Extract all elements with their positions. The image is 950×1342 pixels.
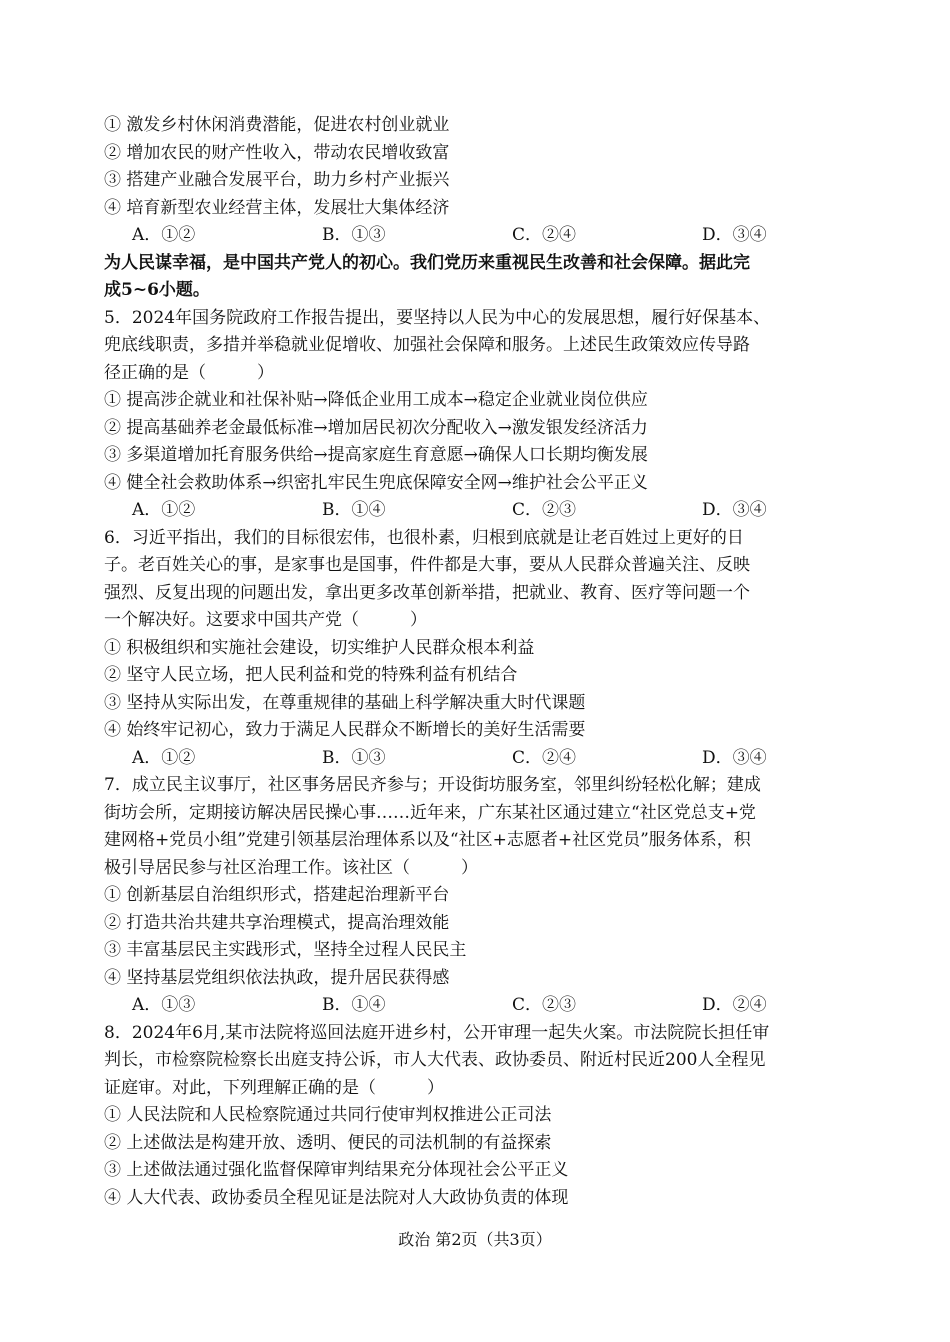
q6-stem-4: 一个解决好。这要求中国共产党（ ） [104, 610, 427, 630]
intro-line-2: 成5~6小题。 [104, 280, 210, 300]
q7-item-1: ① 创新基层自治组织形式，搭建起治理新平台 [104, 885, 450, 905]
q6-option-d: D．③④ [702, 747, 767, 768]
q8-item-3: ③ 上述做法通过强化监督保障审判结果充分体现社会公平正义 [104, 1160, 569, 1180]
q7-item-3: ③ 丰富基层民主实践形式，坚持全过程人民民主 [104, 940, 467, 960]
q7-option-b: B．①④ [322, 995, 386, 1015]
q4-option-b: B．①③ [322, 225, 386, 245]
q8-stem-1: 8．2024年6月,某市法院将巡回法庭开进乡村，公开审理一起失火案。市法院院长担任审 [104, 1022, 770, 1043]
q5-stem-3: 径正确的是（ ） [104, 362, 274, 383]
q4-item-2: ② 增加农民的财产性收入，带动农民增收致富 [104, 142, 450, 163]
q5-option-a: A．①② [132, 500, 196, 520]
q8-item-2: ② 上述做法是构建开放、透明、便民的司法机制的有益探索 [104, 1132, 552, 1153]
q7-option-c: C．②③ [512, 995, 577, 1015]
q6-option-c: C．②④ [512, 747, 577, 768]
q4-item-4: ④ 培育新型农业经营主体，发展壮大集体经济 [104, 197, 450, 218]
q4-continuation [104, 112, 854, 250]
q6-item-1: ① 积极组织和实施社会建设，切实维护人民群众根本利益 [104, 637, 535, 658]
q4-options [104, 222, 854, 250]
q6-item-4: ④ 始终牢记初心，致力于满足人民群众不断增长的美好生活需要 [104, 720, 586, 740]
intro-line-1: 为人民谋幸福，是中国共产党人的初心。我们党历来重视民生改善和社会保障。据此完 [104, 252, 750, 273]
question-5 [104, 305, 854, 525]
q5-item-2: ② 提高基础养老金最低标准→增加居民初次分配收入→激发银发经济活力 [104, 417, 648, 438]
q4-item-3: ③ 搭建产业融合发展平台，助力乡村产业振兴 [104, 170, 450, 190]
q7-option-a: A．①③ [132, 995, 196, 1015]
q8-item-4: ④ 人大代表、政协委员全程见证是法院对人大政协负责的体现 [104, 1187, 569, 1208]
q6-item-2: ② 坚守人民立场，把人民利益和党的特殊利益有机结合 [104, 665, 518, 685]
q5-option-c: C．②③ [512, 500, 577, 520]
q7-stem-1: 7．成立民主议事厅，社区事务居民齐参与；开设街坊服务室，邻里纠纷轻松化解；建成 [104, 775, 761, 795]
q5-stem-1: 5．2024年国务院政府工作报告提出，要坚持以人民为中心的发展思想，履行好保基本、 [104, 307, 771, 328]
question-7 [104, 772, 854, 1020]
q7-item-2: ② 打造共治共建共享治理模式，提高治理效能 [104, 912, 450, 933]
exam-page-body [104, 112, 854, 1212]
q5-option-b: B．①④ [322, 500, 386, 520]
q6-options [104, 745, 854, 773]
question-8 [104, 1020, 854, 1213]
q8-stem-3: 证庭审。对此，下列理解正确的是（ ） [104, 1077, 444, 1098]
q7-option-d: D．②④ [702, 995, 767, 1015]
q7-stem-3: 建网格+党员小组”党建引领基层治理体系以及“社区+志愿者+社区党员”服务体系，积 [104, 830, 751, 850]
q5-item-3: ③ 多渠道增加托育服务供给→提高家庭生育意愿→确保人口长期均衡发展 [104, 445, 648, 465]
page-footer: 政治 第2页（共3页） [398, 1230, 552, 1249]
q6-stem-1: 6．习近平指出，我们的目标很宏伟，也很朴素，归根到底就是让老百姓过上更好的日 [104, 527, 744, 548]
q5-options [104, 497, 854, 525]
q7-stem-4: 极引导居民参与社区治理工作。该社区（ ） [104, 857, 478, 878]
q6-option-a: A．①② [132, 747, 196, 768]
q4-item-1: ① 激发乡村休闲消费潜能，促进农村创业就业 [104, 115, 450, 135]
q6-option-b: B．①③ [322, 747, 386, 768]
q7-item-4: ④ 坚持基层党组织依法执政，提升居民获得感 [104, 967, 450, 988]
q6-stem-3: 强烈、反复出现的问题出发，拿出更多改革创新举措，把就业、教育、医疗等问题一个 [104, 582, 750, 603]
q4-option-d: D．③④ [702, 225, 767, 245]
q5-item-4: ④ 健全社会救助体系→织密扎牢民生兜底保障安全网→维护社会公平正义 [104, 472, 648, 493]
q6-stem-2: 子。老百姓关心的事，是家事也是国事，件件都是大事，要从人民群众普遍关注、反映 [104, 555, 750, 575]
q5-item-1: ① 提高涉企就业和社保补贴→降低企业用工成本→稳定企业就业岗位供应 [104, 390, 648, 410]
q8-item-1: ① 人民法院和人民检察院通过共同行使审判权推进公正司法 [104, 1105, 552, 1125]
question-6 [104, 525, 854, 773]
q7-stem-2: 街坊会所，定期接访解决居民操心事……近年来，广东某社区通过建立“社区党总支+党 [104, 802, 756, 823]
q5-stem-2: 兜底线职责，多措并举稳就业促增收、加强社会保障和服务。上述民生政策效应传导路 [104, 335, 750, 355]
section-intro [104, 250, 854, 305]
q7-options [104, 992, 854, 1020]
q5-option-d: D．③④ [702, 500, 767, 520]
q4-option-c: C．②④ [512, 225, 577, 245]
q6-item-3: ③ 坚持从实际出发，在尊重规律的基础上科学解决重大时代课题 [104, 692, 586, 713]
q8-stem-2: 判长，市检察院检察长出庭支持公诉，市人大代表、政协委员、附近村民近200人全程见 [104, 1050, 766, 1070]
q4-option-a: A．①② [132, 225, 196, 245]
